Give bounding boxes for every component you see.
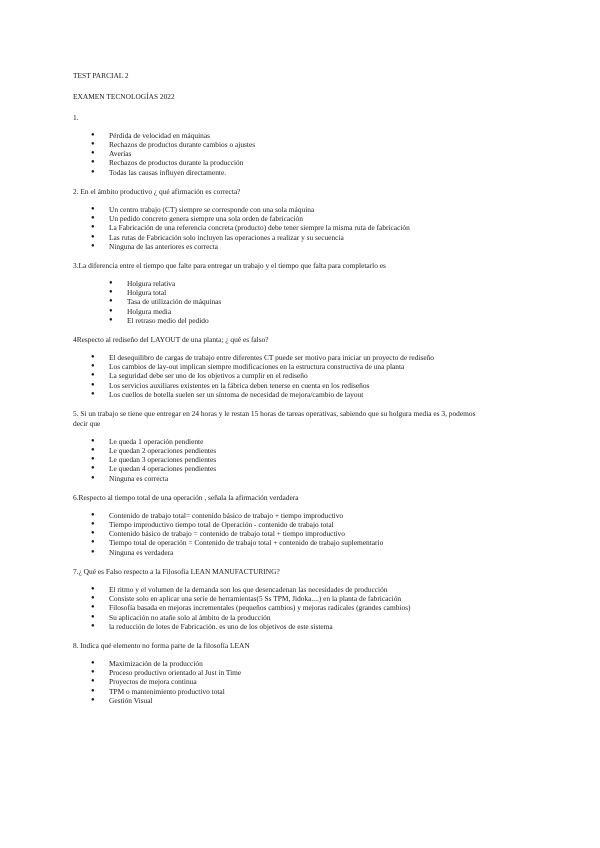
option-text: Maximización de la producción — [109, 658, 203, 668]
option-item — [91, 149, 543, 159]
bullet-icon: ● — [91, 205, 95, 212]
exam-title: EXAMEN TECNOLOGÍAS 2022 — [73, 92, 175, 101]
question-text: 1. — [73, 113, 79, 122]
option-list — [73, 353, 543, 399]
bullet-icon: ● — [91, 140, 95, 147]
option-item — [91, 473, 543, 483]
option-item — [91, 686, 543, 696]
question-text: 8. Indica qué elemento no forma parte de la filosofía LEAN — [73, 641, 250, 651]
option-list — [73, 437, 543, 483]
option-item — [91, 658, 543, 668]
option-text: Proceso productivo orientado al Just in Time — [109, 668, 242, 678]
option-text: Las rutas de Fabricación solo incluyen las operaciones a realizar y su secuencia — [109, 232, 344, 242]
option-item — [109, 315, 543, 325]
test-title: TEST PARCIAL 2 — [73, 71, 129, 80]
option-text: Ninguna es verdadera — [109, 547, 174, 557]
bullet-icon: ● — [91, 669, 95, 676]
question-text-line-1: 5. Si un trabajo se tiene que entregar en 24 horas y le restan 15 horas de tareas operativas, sabiendo que su holgura media es 3, podemos — [73, 409, 476, 419]
option-item — [91, 612, 543, 622]
option-text: Proyectos de mejora continua — [109, 677, 197, 687]
option-text: Consiste solo en aplicar una serie de herramientas(5 Ss TPM, Jidoka....) en la planta de fabricación — [109, 593, 402, 603]
option-text: Rechazos de productos durante cambios o ajustes — [109, 139, 256, 149]
bullet-icon: ● — [109, 307, 113, 314]
option-text: Los cambios de lay-out implican siempre modificaciones en la estructura constructiva de una planta — [109, 362, 405, 372]
option-text: Tiempo total de operación = Contenido de trabajo total + contenido de trabajo suplementario — [109, 538, 384, 548]
bullet-icon: ● — [91, 242, 95, 249]
bullet-icon: ● — [91, 353, 95, 360]
option-list — [73, 585, 543, 631]
question-text — [73, 409, 543, 428]
bullet-icon: ● — [91, 233, 95, 240]
option-item — [91, 603, 543, 613]
question-2 — [73, 187, 543, 251]
option-text: Gestión Visual — [109, 695, 153, 705]
question-5 — [73, 409, 543, 483]
option-text: El desequilibro de cargas de trabajo entre diferentes CT puede ser motivo para iniciar un proyecto de rediseño — [109, 352, 434, 362]
bullet-icon: ● — [91, 604, 95, 611]
bullet-icon: ● — [91, 613, 95, 620]
option-item — [91, 695, 543, 705]
option-item — [91, 241, 543, 251]
option-item — [91, 223, 543, 233]
option-text: La seguridad debe ser uno de los objetivos a cumplir en el rediseño — [109, 371, 308, 381]
bullet-icon: ● — [91, 465, 95, 472]
option-text: Le quedan 4 operaciones pendientes — [109, 464, 217, 474]
option-item — [109, 288, 543, 298]
option-list — [73, 131, 543, 177]
bullet-icon: ● — [91, 372, 95, 379]
option-text: El retraso medio del pedido — [127, 315, 209, 325]
option-text: Holgura total — [127, 288, 167, 298]
question-text: 2. En el ámbito productivo ¿ qué afirmación es correcta? — [73, 187, 241, 197]
option-item — [91, 390, 543, 400]
option-item — [91, 158, 543, 168]
option-text: Averías — [109, 149, 132, 159]
bullet-icon: ● — [91, 687, 95, 694]
option-item — [91, 519, 543, 529]
option-list — [73, 205, 543, 251]
option-text: El ritmo y el volumen de la demanda son los que desencadenan las necesidades de producción — [109, 584, 388, 594]
bullet-icon: ● — [91, 150, 95, 157]
option-item — [91, 362, 543, 372]
option-item — [91, 167, 543, 177]
option-list — [73, 659, 543, 705]
option-item — [91, 529, 543, 539]
question-8 — [73, 641, 543, 705]
option-text: TPM o mantenimiento productivo total — [109, 686, 225, 696]
option-text: Tasa de utilización de máquinas — [127, 297, 222, 307]
question-text: 3.La diferencia entre el tiempo que falte para entregar un trabajo y el tiempo que falta para completarlo es — [73, 261, 386, 271]
bullet-icon: ● — [109, 279, 113, 286]
bullet-icon: ● — [91, 474, 95, 481]
option-item — [91, 139, 543, 149]
bullet-icon: ● — [91, 659, 95, 666]
option-text: Le quedan 3 operaciones pendientes — [109, 455, 217, 465]
option-text: Tiempo improductivo tiempo total de Operación - contenido de trabajo total — [109, 519, 334, 529]
option-text: Los cuellos de botella suelen ser un síntoma de necesidad de mejora/cambio de layout — [109, 390, 364, 400]
document-content — [73, 71, 543, 715]
option-item — [91, 464, 543, 474]
option-text: La Fabricación de una referencia concreta (producto) debe tener siempre la misma ruta de fabricación — [109, 223, 410, 233]
option-text: Ninguna es correcta — [109, 473, 169, 483]
option-text: Su aplicación no atañe solo al ámbito de la producción — [109, 612, 271, 622]
option-item — [91, 371, 543, 381]
option-item — [109, 278, 543, 288]
option-text: la reducción de lotes de Fabricación. es uno de los objetivos de este sistema — [109, 621, 333, 631]
question-text: 6.Respecto al tiempo total de una operación , señala la afirmación verdadera — [73, 492, 299, 502]
option-item — [91, 445, 543, 455]
option-text: Un pedido concreto genera siempre una sola orden de fabricación — [109, 213, 303, 223]
question-7 — [73, 567, 543, 631]
option-text: Contenido básico de trabajo = contenido de trabajo total + tiempo improductivo — [109, 529, 345, 539]
option-item — [91, 584, 543, 594]
option-item — [91, 232, 543, 242]
option-item — [91, 621, 543, 631]
bullet-icon: ● — [91, 214, 95, 221]
bullet-icon: ● — [91, 548, 95, 555]
question-1 — [73, 113, 543, 177]
option-item — [91, 677, 543, 687]
bullet-icon: ● — [91, 224, 95, 231]
option-item — [91, 547, 543, 557]
bullet-icon: ● — [91, 381, 95, 388]
option-item — [109, 306, 543, 316]
question-4 — [73, 335, 543, 399]
bullet-icon: ● — [109, 316, 113, 323]
bullet-icon: ● — [91, 446, 95, 453]
bullet-icon: ● — [91, 530, 95, 537]
option-item — [91, 455, 543, 465]
bullet-icon: ● — [91, 168, 95, 175]
option-item — [91, 352, 543, 362]
bullet-icon: ● — [91, 131, 95, 138]
bullet-icon: ● — [91, 363, 95, 370]
option-text: Un centro trabajo (CT) siempre se corresponde con una sola máquina — [109, 204, 315, 214]
bullet-icon: ● — [91, 456, 95, 463]
bullet-icon: ● — [91, 585, 95, 592]
option-text: Filosofía basada en mejoras incrementales (pequeños cambios) y mejoras radicales (grandes cambios) — [109, 603, 411, 613]
option-item — [91, 510, 543, 520]
bullet-icon: ● — [91, 678, 95, 685]
option-item — [91, 668, 543, 678]
option-text: Le queda 1 operación pendiente — [109, 436, 204, 446]
option-item — [109, 297, 543, 307]
option-list — [73, 511, 543, 557]
option-item — [91, 436, 543, 446]
option-text: Holgura media — [127, 306, 172, 316]
option-item — [91, 538, 543, 548]
question-6 — [73, 493, 543, 557]
option-text: Los servicios auxiliares existentes en la fábrica deben tenerse en cuenta en los rediseños — [109, 380, 370, 390]
bullet-icon: ● — [91, 696, 95, 703]
option-list — [73, 279, 543, 325]
option-item — [91, 130, 543, 140]
option-text: Le quedan 2 operaciones pendientes — [109, 445, 217, 455]
bullet-icon: ● — [109, 298, 113, 305]
option-item — [91, 213, 543, 223]
question-text-line-2: decir que — [73, 418, 101, 428]
bullet-icon: ● — [91, 594, 95, 601]
option-item — [91, 204, 543, 214]
option-text: Todas las causas influyen directamente. — [109, 167, 227, 177]
option-text: Ninguna de las anteriores es correcta — [109, 241, 218, 251]
option-item — [91, 380, 543, 390]
bullet-icon: ● — [91, 159, 95, 166]
bullet-icon: ● — [91, 622, 95, 629]
question-3 — [73, 261, 543, 325]
bullet-icon: ● — [91, 539, 95, 546]
option-text: Pérdida de velocidad en máquinas — [109, 130, 210, 140]
question-text: 4Respecto al rediseño del LAYOUT de una planta; ¿ qué es falso? — [73, 335, 269, 345]
option-text: Holgura relativa — [127, 278, 176, 288]
question-text: 7.¿ Qué es Falso respecto a la Filosofía LEAN MANUFACTURING? — [73, 567, 280, 577]
bullet-icon: ● — [91, 391, 95, 398]
bullet-icon: ● — [91, 437, 95, 444]
option-item — [91, 593, 543, 603]
bullet-icon: ● — [109, 289, 113, 296]
bullet-icon: ● — [91, 511, 95, 518]
option-text: Rechazos de productos durante la producción — [109, 158, 244, 168]
bullet-icon: ● — [91, 520, 95, 527]
option-text: Contenido de trabajo total= contenido básico de trabajo + tiempo improductivo — [109, 510, 344, 520]
